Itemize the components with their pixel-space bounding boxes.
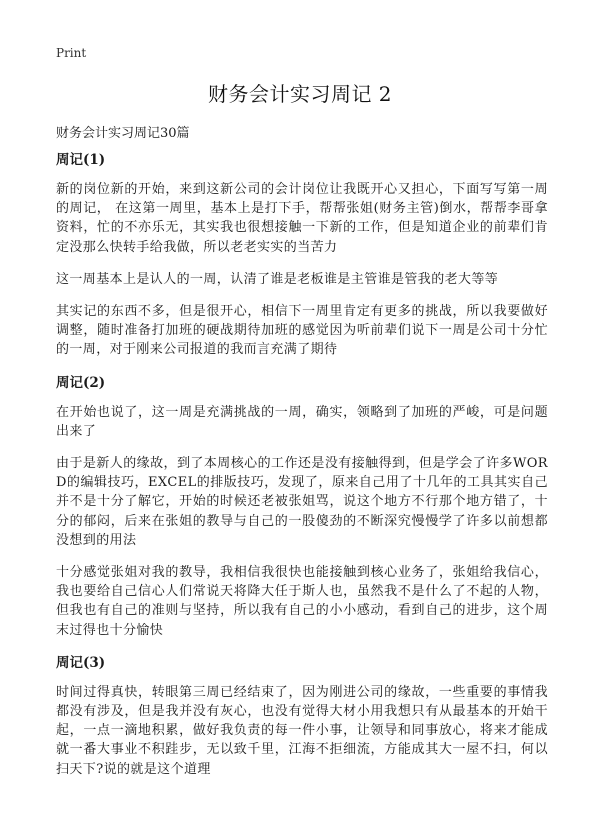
section-week-1 xyxy=(56,150,548,360)
paragraph: 这一周基本上是认人的一周，认清了谁是老板谁是主管谁是管我的老大等等 xyxy=(56,271,499,287)
print-link[interactable]: Print xyxy=(56,46,87,60)
paragraph: 其实记的东西不多，但是很开心，相信下一周里肯定有更多的挑战，所以我要做好调整，随时准备打加班的硬战期待加班的感觉因为听前辈们说下一周是公司十分忙的一周，对于刚来公司报道的我而言充满了期待 xyxy=(56,304,548,358)
document-title: 财务会计实习周记 2 xyxy=(207,82,393,106)
section-heading: 周记(3) xyxy=(56,654,106,671)
section-week-3 xyxy=(56,653,548,779)
section-week-2 xyxy=(56,373,548,640)
paragraph: 在开始也说了，这一周是充满挑战的一周，确实，领略到了加班的严峻，可是问题出来了 xyxy=(56,404,548,439)
paragraph: 时间过得真快，转眼第三周已经结束了，因为刚进公司的缘故，一些重要的事情我都没有涉及，但是我并没有灰心，也没有觉得大材小用我想只有从最基本的开始干起，一点一滴地积累，做好我负责的每一件小事，让领导和同事放心，将来才能成就一番大事业不积跬步，无以致千里，江海不拒细流，方能成其大一屋不扫，何以扫天下?说的就是这个道理 xyxy=(56,684,548,777)
paragraph: 新的岗位新的开始，来到这新公司的会计岗位让我既开心又担心，下面写写第一周的周记， 在这第一周里，基本上是打下手，帮帮张姐(财务主管)倒水，帮帮李哥拿资料，忙的不亦乐无，其实我也很想接触一下新的工作，但是知道企业的前辈们肯定没那么快转手给我做，所以老老实实的当苦力 xyxy=(56,182,548,255)
paragraph: 十分感觉张姐对我的教导，我相信我很快也能接触到核心业务了，张姐给我信心，我也要给自己信心人们常说天将降大任于斯人也，虽然我不是什么了不起的人物，但我也有自己的准则与坚持，所以我有自己的小小感动，看到自己的进步，这个周末过得也十分愉快 xyxy=(56,565,548,638)
paragraph: 由于是新人的缘故，到了本周核心的工作还是没有接触得到，但是学会了许多WORD的编辑技巧，EXCEL的排版技巧，发现了，原来自己用了十几年的工具其实自己并不是十分了解它，开始的时候还老被张姐骂，说这个地方不行那个地方错了，十分的郁闷，后来在张姐的教导与自己的一股傻劲的不断深究慢慢学了许多以前想都没想到的用法 xyxy=(56,456,548,548)
section-heading: 周记(1) xyxy=(56,152,106,168)
section-heading: 周记(2) xyxy=(56,374,106,391)
document-subtitle: 财务会计实习周记30篇 xyxy=(56,126,190,141)
document-body xyxy=(56,150,548,792)
